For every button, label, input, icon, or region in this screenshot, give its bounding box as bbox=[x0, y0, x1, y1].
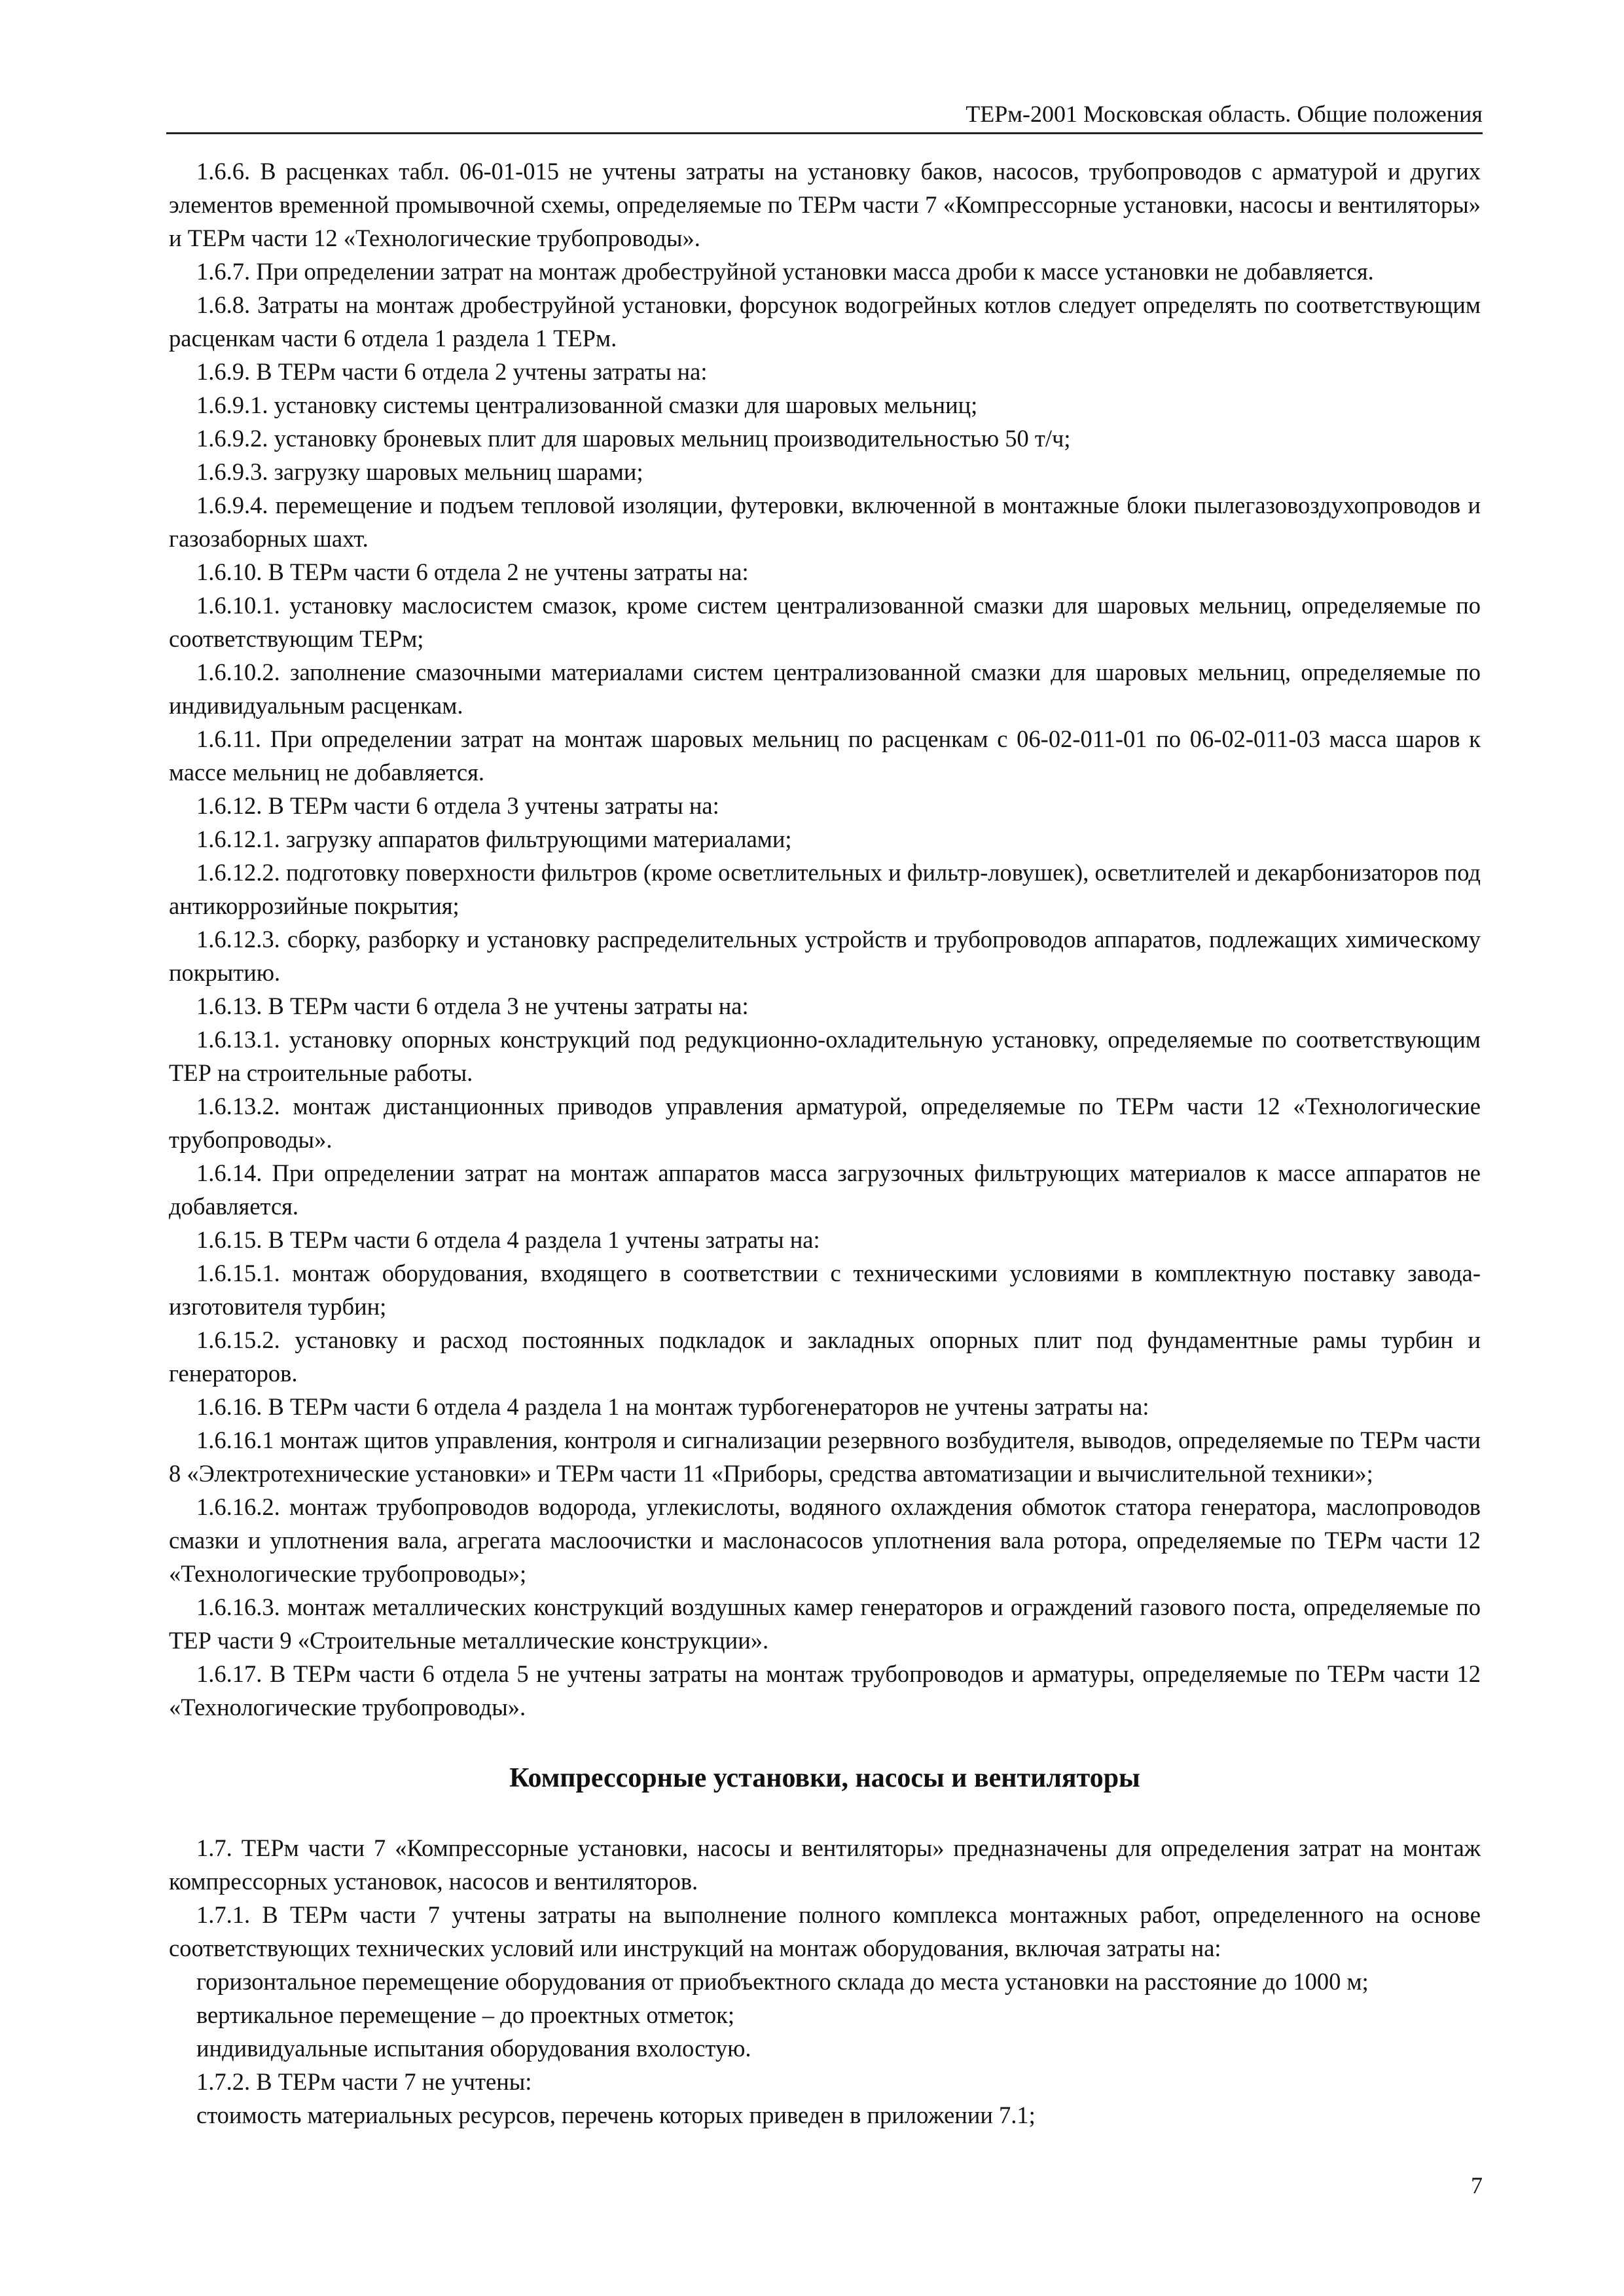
paragraph: 1.6.16.2. монтаж трубопроводов водорода, углекислоты, водяного охлаждения обмоток статора генератора, маслопроводов смазки и уплотнения вала, агрегата маслоочистки и маслонасосов уплотнения вала ротора, определяемые по ТЕРм части 12 «Технологические трубопроводы»; bbox=[169, 1493, 1481, 1587]
paragraph: 1.6.17. В ТЕРм части 6 отдела 5 не учтены затраты на монтаж трубопроводов и арматуры, определяемые по ТЕРм части 12 «Технологические трубопроводы». bbox=[169, 1660, 1481, 1721]
paragraph: 1.6.9. В ТЕРм части 6 отдела 2 учтены затраты на: bbox=[196, 358, 708, 385]
running-header bbox=[166, 97, 1483, 134]
page-number: 7 bbox=[1471, 2172, 1483, 2198]
paragraph: 1.6.10. В ТЕРм части 6 отдела 2 не учтены затраты на: bbox=[196, 558, 749, 585]
paragraph: индивидуальные испытания оборудования вхолостую. bbox=[196, 2035, 751, 2062]
section-1-6 bbox=[169, 155, 1481, 1724]
paragraph: 1.6.12.2. подготовку поверхности фильтров (кроме осветлительных и фильтр-ловушек), осветлителей и декарбонизаторов под антикоррозийные покрытия; bbox=[169, 859, 1481, 919]
paragraph: 1.6.11. При определении затрат на монтаж шаровых мельниц по расценкам с 06-02-011-01 по 06-02-011-03 масса шаров к массе мельниц не добавляется. bbox=[169, 725, 1481, 786]
paragraph: 1.7. ТЕРм части 7 «Компрессорные установки, насосы и вентиляторы» предназначены для определения затрат на монтаж компрессорных установок, насосов и вентиляторов. bbox=[169, 1834, 1481, 1895]
paragraph: 1.6.9.1. установку системы централизованной смазки для шаровых мельниц; bbox=[196, 392, 978, 418]
paragraph: 1.6.13. В ТЕРм части 6 отдела 3 не учтены затраты на: bbox=[196, 993, 749, 1019]
paragraph: 1.6.9.4. перемещение и подъем тепловой изоляции, футеровки, включенной в монтажные блоки пылегазовоздухопроводов и газозаборных шахт. bbox=[169, 492, 1481, 552]
paragraph: горизонтальное перемещение оборудования от приобъектного склада до места установки на расстояние до 1000 м; bbox=[196, 1968, 1369, 1995]
paragraph: 1.6.10.1. установку маслосистем смазок, кроме систем централизованной смазки для шаровых мельниц, определяемые по соответствующим ТЕРм; bbox=[169, 592, 1481, 652]
paragraph: 1.6.15.2. установку и расход постоянных подкладок и закладных опорных плит под фундаментные рамы турбин и генераторов. bbox=[169, 1326, 1481, 1387]
paragraph: 1.6.12. В ТЕРм части 6 отдела 3 учтены затраты на: bbox=[196, 792, 719, 819]
paragraph: 1.7.1. В ТЕРм части 7 учтены затраты на выполнение полного комплекса монтажных работ, определенного на основе соответствующих технических условий или инструкций на монтаж оборудования, включая затраты на: bbox=[169, 1901, 1481, 1961]
paragraph: 1.6.15. В ТЕРм части 6 отдела 4 раздела 1 учтены затраты на: bbox=[196, 1226, 820, 1253]
paragraph: 1.7.2. В ТЕРм части 7 не учтены: bbox=[196, 2068, 532, 2095]
paragraph: вертикальное перемещение – до проектных отметок; bbox=[196, 2001, 735, 2028]
paragraph: 1.6.16. В ТЕРм части 6 отдела 4 раздела 1 на монтаж турбогенераторов не учтены затраты на: bbox=[196, 1393, 1149, 1420]
paragraph: 1.6.12.1. загрузку аппаратов фильтрующими материалами; bbox=[196, 826, 792, 852]
paragraph: 1.6.10.2. заполнение смазочными материалами систем централизованной смазки для шаровых мельниц, определяемые по индивидуальным расценкам. bbox=[169, 659, 1481, 719]
paragraph: стоимость материальных ресурсов, перечень которых приведен в приложении 7.1; bbox=[196, 2102, 1036, 2128]
header-title: ТЕРм-2001 Московская область. Общие положения bbox=[965, 101, 1483, 127]
document-body bbox=[169, 155, 1481, 2132]
paragraph: 1.6.14. При определении затрат на монтаж аппаратов масса загрузочных фильтрующих материалов к массе аппаратов не добавляется. bbox=[169, 1159, 1481, 1220]
paragraph: 1.6.8. Затраты на монтаж дробеструйной установки, форсунок водогрейных котлов следует определять по соответствующим расценкам части 6 отдела 1 раздела 1 ТЕРм. bbox=[169, 291, 1481, 352]
paragraph: 1.6.6. В расценках табл. 06-01-015 не учтены затраты на установку баков, насосов, трубопроводов с арматурой и других элементов временной промывочной схемы, определяемые по ТЕРм части 7 «Компрессорные установки, насосы и вентиляторы» и ТЕРм части 12 «Технологические трубопроводы». bbox=[169, 158, 1481, 251]
section-1-7 bbox=[169, 1831, 1481, 2132]
paragraph: 1.6.9.2. установку броневых плит для шаровых мельниц производительностью 50 т/ч; bbox=[196, 425, 1071, 452]
paragraph: 1.6.9.3. загрузку шаровых мельниц шарами; bbox=[196, 458, 643, 485]
section-heading: Компрессорные установки, насосы и вентиляторы bbox=[509, 1763, 1140, 1793]
paragraph: 1.6.7. При определении затрат на монтаж дробеструйной установки масса дроби к массе установки не добавляется. bbox=[196, 258, 1374, 285]
paragraph: 1.6.12.3. сборку, разборку и установку распределительных устройств и трубопроводов аппаратов, подлежащих химическому покрытию. bbox=[169, 926, 1481, 986]
paragraph: 1.6.13.2. монтаж дистанционных приводов управления арматурой, определяемые по ТЕРм части 12 «Технологические трубопроводы». bbox=[169, 1093, 1481, 1153]
paragraph: 1.6.16.3. монтаж металлических конструкций воздушных камер генераторов и ограждений газового поста, определяемые по ТЕР части 9 «Строительные металлические конструкции». bbox=[169, 1594, 1481, 1654]
paragraph: 1.6.15.1. монтаж оборудования, входящего в соответствии с техническими условиями в комплектную поставку завода-изготовителя турбин; bbox=[169, 1260, 1481, 1320]
paragraph: 1.6.16.1 монтаж щитов управления, контроля и сигнализации резервного возбудителя, выводов, определяемые по ТЕРм части 8 «Электротехнические установки» и ТЕРм части 11 «Приборы, средства автоматизации и вычислительной техники»; bbox=[169, 1427, 1481, 1487]
paragraph: 1.6.13.1. установку опорных конструкций под редукционно-охладительную установку, определяемые по соответствующим ТЕР на строительные работы. bbox=[169, 1026, 1481, 1086]
